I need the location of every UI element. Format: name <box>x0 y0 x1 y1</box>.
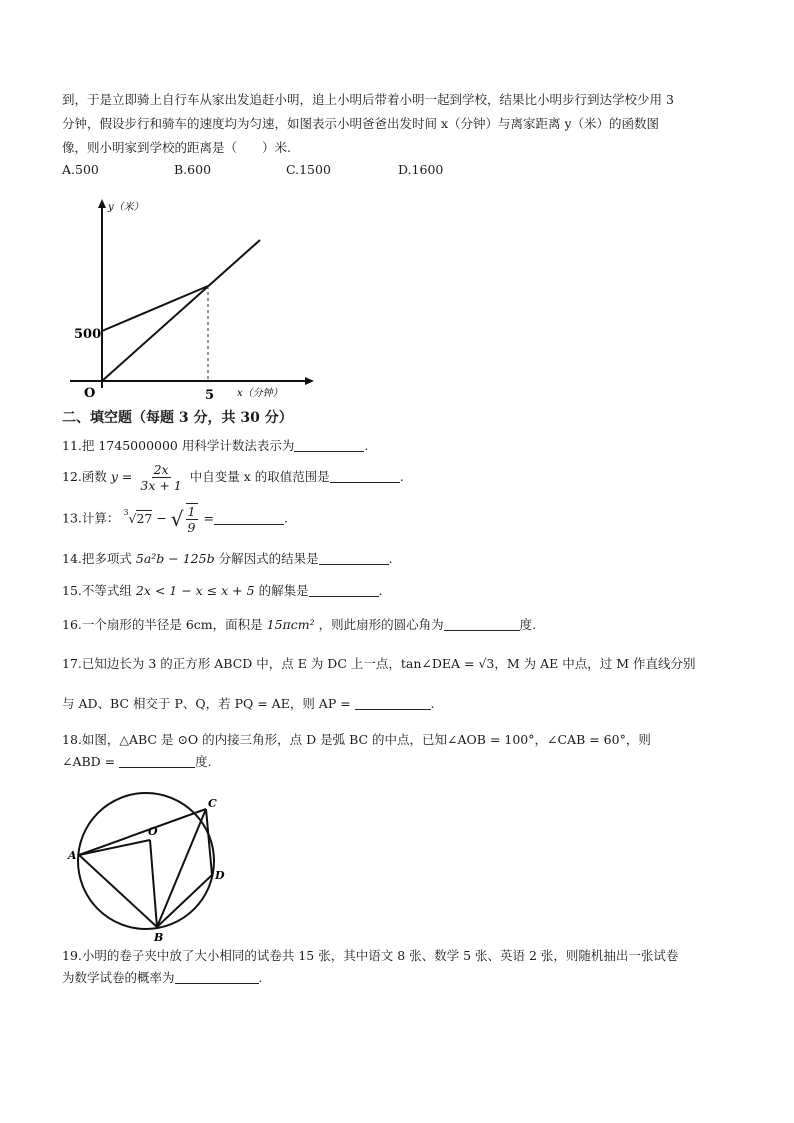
question-16 <box>62 615 734 635</box>
q13-answer-blank[interactable] <box>214 510 284 525</box>
q14-post: 分解因式的结果是 <box>218 551 319 566</box>
sqrt-fraction: √ <box>170 507 184 531</box>
origin-label: O <box>84 386 96 401</box>
q11-text: 11.把 1745000000 用科学计数法表示为 <box>62 438 295 453</box>
walk-line <box>102 286 208 331</box>
segment-bd <box>157 875 212 927</box>
cube-root: $^3$√27 <box>123 508 153 526</box>
q18-line-2-row <box>62 751 734 773</box>
q19-line-1: 19.小明的卷子夹中放了大小相同的试卷共 15 张，其中语文 8 张、数学 5 张、英语 2 张，则随机抽出一张试卷 <box>62 948 679 963</box>
x-axis-arrow <box>305 377 314 385</box>
question-15 <box>62 581 734 601</box>
q12-pre: 12.函数 <box>62 469 107 484</box>
question-10 <box>62 88 734 403</box>
q13-num: 1 <box>187 504 196 519</box>
label-a: A <box>68 849 77 862</box>
q19-end: . <box>258 970 263 985</box>
q12-post: 中自变量 x 的取值范围是 <box>189 469 330 484</box>
q18-end: 度. <box>195 754 212 769</box>
q12-den: 3x + 1 <box>140 478 182 493</box>
q14-end: . <box>388 551 393 566</box>
q15-answer-blank[interactable] <box>309 582 379 597</box>
q14-expr: 5a²b − 125b <box>135 551 215 566</box>
y-tick-500: 500 <box>74 327 102 342</box>
q19-answer-blank[interactable] <box>175 969 259 984</box>
q17-line-2: 与 AD、BC 相交于 P、Q，若 PQ = AE，则 AP = <box>62 696 351 711</box>
q14-pre: 14.把多项式 <box>62 551 132 566</box>
q15-end: . <box>378 583 383 598</box>
q12-y: y = <box>110 469 133 484</box>
q15-pre: 15.不等式组 <box>62 583 132 598</box>
q10-options <box>62 160 734 180</box>
q13-pre: 13.计算： <box>62 510 120 526</box>
q18-circle-figure <box>68 785 238 944</box>
q16-pre: 16.一个扇形的半径是 6cm，面积是 <box>62 617 263 632</box>
q15-expr: 2x < 1 − x ≤ x + 5 <box>135 583 255 598</box>
q14-answer-blank[interactable] <box>319 550 389 565</box>
label-b: B <box>154 931 164 944</box>
option-a[interactable]: A.500 <box>62 162 99 177</box>
label-o: O <box>148 825 158 838</box>
q17-end: . <box>430 696 435 711</box>
question-18 <box>62 729 734 944</box>
y-axis-arrow <box>98 199 106 208</box>
cube-root-index: 3 <box>123 508 129 518</box>
y-axis-label: y（米） <box>108 202 144 213</box>
q19-line-2-row <box>62 967 734 989</box>
q10-line-3: 像，则小明家到学校的距离是（ ）米. <box>62 140 291 155</box>
q15-post: 的解集是 <box>258 583 309 598</box>
x-axis-label: x（分钟） <box>237 388 283 399</box>
q17-line-2-row <box>62 693 734 715</box>
q16-post: ，则此扇形的圆心角为 <box>318 617 444 632</box>
question-14 <box>62 549 734 569</box>
question-12 <box>62 462 734 493</box>
segment-ab <box>79 855 157 927</box>
q13-minus: − <box>156 510 167 526</box>
q18-line-2: ∠ABD = <box>62 754 116 769</box>
section-title: 二、填空题（每题 3 分，共 30 分） <box>62 410 293 426</box>
label-c: C <box>208 797 217 810</box>
question-17 <box>62 653 734 715</box>
q17-answer-blank[interactable] <box>355 695 431 710</box>
q17-line-1: 17.已知边长为 3 的正方形 ABCD 中，点 E 为 DC 上一点，tan∠DEA = √3，M 为 AE 中点，过 M 作直线分别 <box>62 656 696 671</box>
option-d[interactable]: D.1600 <box>398 162 444 177</box>
q13-fraction <box>186 503 198 535</box>
question-19 <box>62 945 734 989</box>
x-tick-5: 5 <box>205 388 215 403</box>
q18-answer-blank[interactable] <box>119 753 195 768</box>
q12-end: . <box>399 469 404 484</box>
q10-line-2: 分钟，假设步行和骑车的速度均为匀速，如图表示小明爸爸出发时间 x（分钟）与离家距离 y（米）的函数图 <box>62 116 660 131</box>
q16-answer-blank[interactable] <box>444 616 520 631</box>
q13-den: 9 <box>187 520 196 535</box>
q16-end: 度. <box>519 617 537 632</box>
segment-ac <box>79 809 206 855</box>
q12-num: 2x <box>153 462 169 477</box>
question-11 <box>62 436 734 456</box>
q13-eq: = <box>203 510 214 526</box>
segment-bc <box>157 809 206 927</box>
option-c[interactable]: C.1500 <box>286 162 331 177</box>
q13-end: . <box>283 510 288 526</box>
q11-end: . <box>364 438 369 453</box>
q19-line-2: 为数学试卷的概率为 <box>62 970 175 985</box>
exam-page <box>62 88 734 995</box>
option-b[interactable]: B.600 <box>174 162 212 177</box>
cube-root-radicand: 27 <box>136 510 153 526</box>
q18-line-1: 18.如图，△ABC 是 ⊙O 的内接三角形，点 D 是弧 BC 的中点，已知∠AOB = 100°，∠CAB = 60°，则 <box>62 732 651 747</box>
q16-expr: 15πcm² <box>266 617 315 632</box>
q10-graph <box>62 188 322 403</box>
label-d: D <box>215 869 225 882</box>
question-13 <box>62 503 734 535</box>
q12-answer-blank[interactable] <box>330 468 400 483</box>
q10-line-1: 到，于是立即骑上自行车从家出发追赶小明，追上小明后带着小明一起到学校，结果比小明步行到达学校少用 3 <box>62 92 674 107</box>
bike-line <box>102 240 260 381</box>
q12-fraction <box>138 462 183 493</box>
segment-ob <box>150 840 157 927</box>
q11-answer-blank[interactable] <box>294 437 364 452</box>
